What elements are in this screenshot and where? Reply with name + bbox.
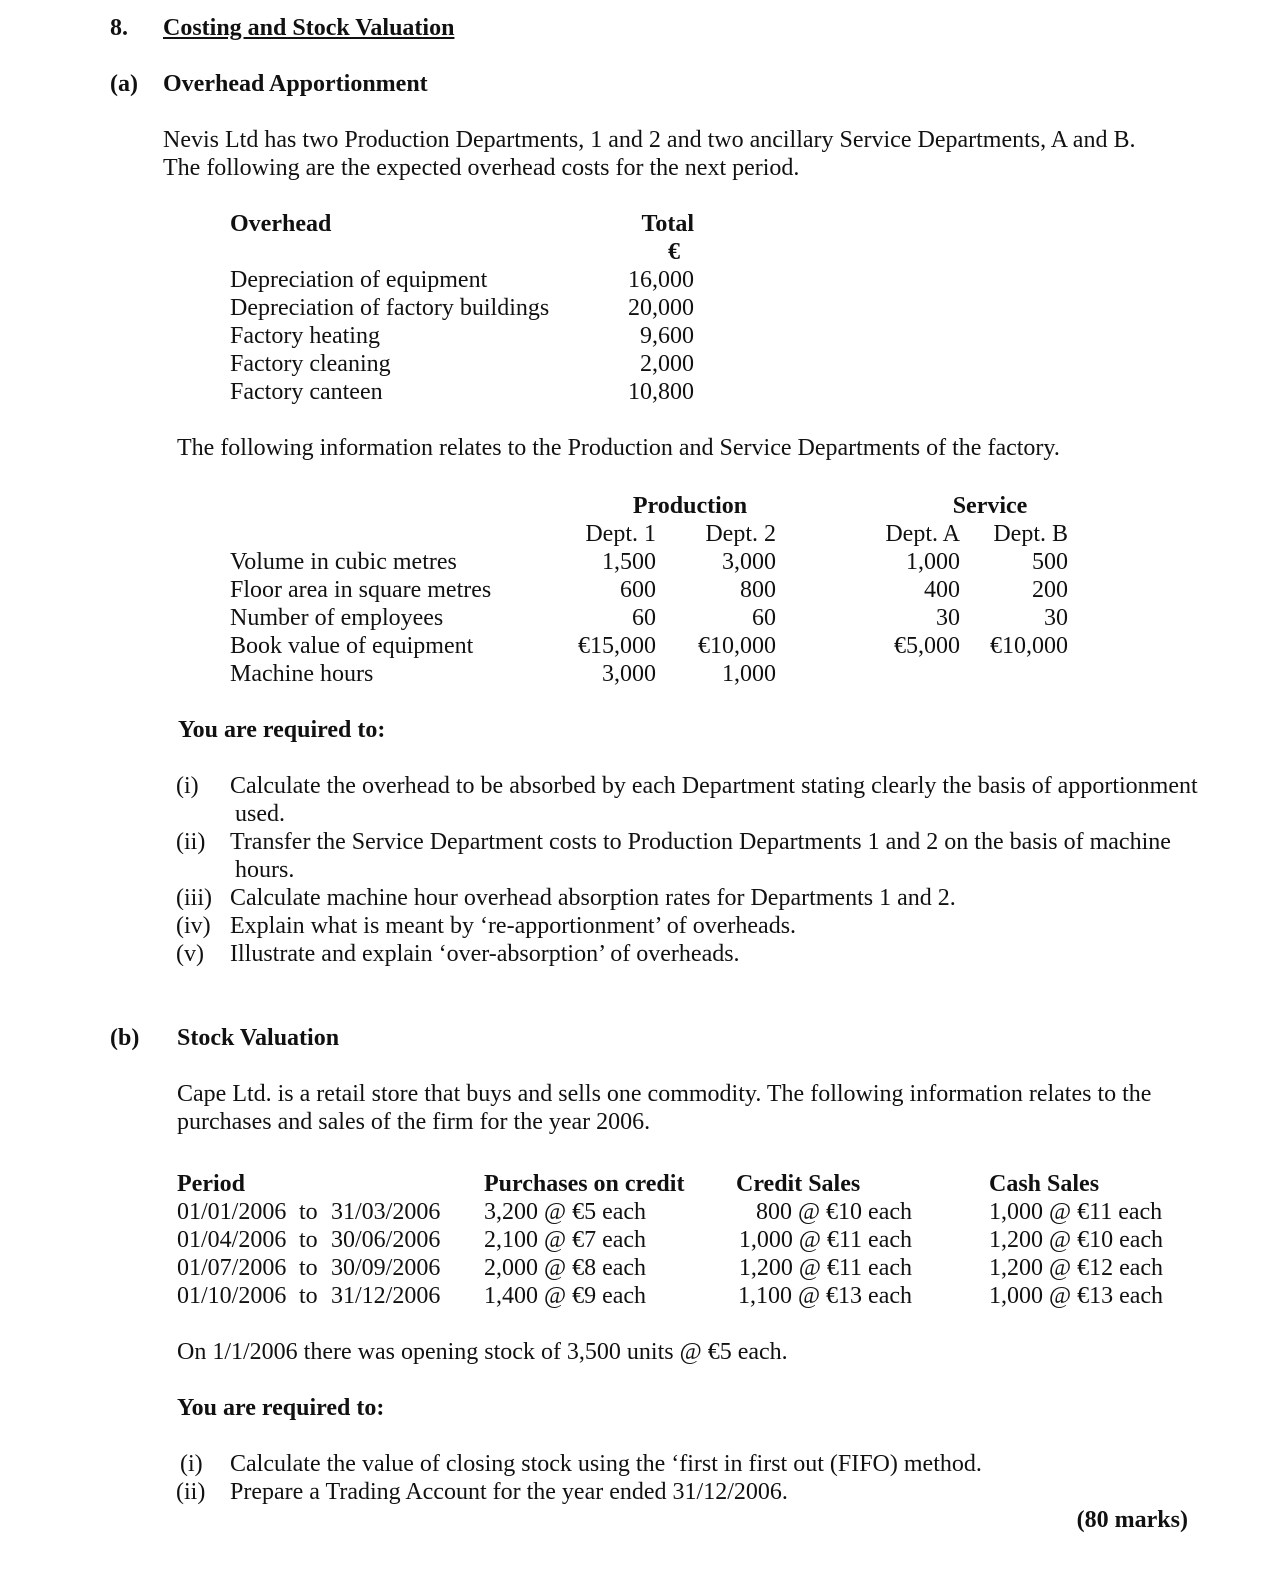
- dept-1-value: 600: [620, 577, 656, 603]
- dept-a-value: 1,000: [906, 549, 960, 575]
- purchases-cell: 2,000 @ €8 each: [484, 1255, 647, 1281]
- stock-header-row: [0, 1170, 1269, 1198]
- dept-2-value: €10,000: [698, 633, 776, 659]
- stock-row: [0, 1198, 1269, 1226]
- overhead-col-label: Overhead: [230, 211, 332, 237]
- part-a-title: Overhead Apportionment: [163, 71, 428, 97]
- period-to: 30/06/2006: [331, 1227, 441, 1253]
- overhead-row-value: 10,800: [628, 379, 694, 405]
- dept-a-value: €5,000: [894, 633, 960, 659]
- credit-sales-cell: 1,100 @ €13 each: [737, 1283, 912, 1309]
- period-to: 30/09/2006: [331, 1255, 441, 1281]
- requirement-text: Calculate machine hour overhead absorption rates for Departments 1 and 2.: [230, 885, 956, 911]
- overhead-currency: €: [668, 239, 680, 265]
- overhead-row-label: Factory heating: [230, 323, 380, 349]
- overhead-row: [0, 378, 1269, 406]
- part-b-label: (b): [110, 1025, 140, 1051]
- dept-row-label: Floor area in square metres: [230, 577, 492, 603]
- dept-row: [0, 660, 1269, 688]
- requirement-number: (iii): [176, 885, 212, 911]
- question-number: 8.: [110, 15, 128, 41]
- stock-row: [0, 1282, 1269, 1310]
- dept-a-value: 30: [936, 605, 960, 631]
- overhead-row-label: Factory canteen: [230, 379, 383, 405]
- purchases-cell: 3,200 @ €5 each: [484, 1199, 647, 1225]
- part-b-required-heading: You are required to:: [177, 1395, 385, 1421]
- question-title: Costing and Stock Valuation: [163, 15, 455, 41]
- purchases-cell: 1,400 @ €9 each: [484, 1283, 647, 1309]
- dept-row: [0, 632, 1269, 660]
- purchases-cell: 2,100 @ €7 each: [484, 1227, 647, 1253]
- overhead-row: [0, 266, 1269, 294]
- credit-sales-cell: 800 @ €10 each: [755, 1199, 912, 1225]
- requirement-text: Explain what is meant by ‘re-apportionment’ of overheads.: [230, 913, 797, 939]
- part-a-required-heading: You are required to:: [178, 717, 386, 743]
- stock-header-purchases: Purchases on credit: [484, 1171, 685, 1197]
- dept-row: [0, 576, 1269, 604]
- overhead-row-label: Factory cleaning: [230, 351, 391, 377]
- requirement-text: Illustrate and explain ‘over-absorption’ of overheads.: [230, 941, 740, 967]
- requirement-number: (ii): [176, 1479, 206, 1505]
- stock-header-cash-sales: Cash Sales: [989, 1171, 1100, 1197]
- overhead-row-value: 9,600: [640, 323, 694, 349]
- dept-b-value: €10,000: [990, 633, 1068, 659]
- part-b-intro-line1: Cape Ltd. is a retail store that buys and sells one commodity. The following information relates to the: [177, 1081, 1152, 1107]
- period-to: 31/03/2006: [331, 1199, 441, 1225]
- dept-2-value: 1,000: [722, 661, 776, 687]
- requirement-text: Transfer the Service Department costs to Production Departments 1 and 2 on the basis of machine: [230, 829, 1171, 855]
- requirement-text: Calculate the value of closing stock using the ‘first in first out (FIFO) method.: [230, 1451, 982, 1477]
- part-a-intro-line1: Nevis Ltd has two Production Departments, 1 and 2 and two ancillary Service Departments, A and B.: [163, 127, 1136, 153]
- period-from: 01/10/2006: [177, 1283, 287, 1309]
- period-from: 01/01/2006: [177, 1199, 287, 1225]
- cash-sales-cell: 1,200 @ €12 each: [989, 1255, 1164, 1281]
- marks-total: (80 marks): [1076, 1507, 1188, 1533]
- overhead-row-label: Depreciation of equipment: [230, 267, 488, 293]
- dept-row: [0, 604, 1269, 632]
- dept-header: Dept. B: [993, 521, 1068, 547]
- cash-sales-cell: 1,200 @ €10 each: [989, 1227, 1164, 1253]
- overhead-row: [0, 322, 1269, 350]
- part-a-label: (a): [110, 71, 138, 97]
- group-service: Service: [952, 493, 1028, 519]
- requirement-number: (ii): [176, 829, 206, 855]
- requirement-number: (i): [180, 1451, 203, 1477]
- dept-2-value: 60: [752, 605, 776, 631]
- overhead-row: [0, 350, 1269, 378]
- requirement-number: (v): [176, 941, 204, 967]
- period-to-word: to: [299, 1227, 318, 1253]
- cash-sales-cell: 1,000 @ €11 each: [989, 1199, 1163, 1225]
- period-to-word: to: [299, 1283, 318, 1309]
- dept-1-value: €15,000: [578, 633, 656, 659]
- period-from: 01/07/2006: [177, 1255, 287, 1281]
- opening-stock-text: On 1/1/2006 there was opening stock of 3,500 units @ €5 each.: [177, 1339, 788, 1365]
- requirement-number: (i): [176, 773, 199, 799]
- dept-b-value: 200: [1032, 577, 1068, 603]
- overhead-row-value: 20,000: [628, 295, 694, 321]
- dept-2-value: 800: [740, 577, 776, 603]
- credit-sales-cell: 1,000 @ €11 each: [738, 1227, 912, 1253]
- dept-header: Dept. 2: [705, 521, 776, 547]
- dept-info-text: The following information relates to the Production and Service Departments of the factory.: [177, 435, 1060, 461]
- dept-b-value: 500: [1032, 549, 1068, 575]
- requirement-number: (iv): [176, 913, 211, 939]
- cash-sales-cell: 1,000 @ €13 each: [989, 1283, 1164, 1309]
- stock-header-credit-sales: Credit Sales: [736, 1171, 861, 1197]
- overhead-row: [0, 294, 1269, 322]
- dept-header-row: [0, 520, 1269, 548]
- stock-row: [0, 1254, 1269, 1282]
- part-b-title: Stock Valuation: [177, 1025, 340, 1051]
- period-to-word: to: [299, 1199, 318, 1225]
- overhead-row-value: 2,000: [640, 351, 694, 377]
- period-to: 31/12/2006: [331, 1283, 441, 1309]
- dept-row-label: Number of employees: [230, 605, 444, 631]
- dept-b-value: 30: [1044, 605, 1068, 631]
- dept-row-label: Book value of equipment: [230, 633, 474, 659]
- period-from: 01/04/2006: [177, 1227, 287, 1253]
- dept-1-value: 1,500: [602, 549, 656, 575]
- dept-1-value: 60: [632, 605, 656, 631]
- credit-sales-cell: 1,200 @ €11 each: [738, 1255, 912, 1281]
- requirement-text-cont: used.: [235, 801, 285, 827]
- dept-2-value: 3,000: [722, 549, 776, 575]
- overhead-row-value: 16,000: [628, 267, 694, 293]
- dept-row-label: Volume in cubic metres: [230, 549, 457, 575]
- overhead-col-total: Total: [641, 211, 694, 237]
- dept-1-value: 3,000: [602, 661, 656, 687]
- group-production: Production: [632, 493, 748, 519]
- dept-row-label: Machine hours: [230, 661, 374, 687]
- stock-row: [0, 1226, 1269, 1254]
- part-a-intro-line2: The following are the expected overhead costs for the next period.: [163, 155, 800, 181]
- requirement-text-cont: hours.: [235, 857, 295, 883]
- part-b-intro-line2: purchases and sales of the firm for the year 2006.: [177, 1109, 651, 1135]
- period-to-word: to: [299, 1255, 318, 1281]
- dept-a-value: 400: [924, 577, 960, 603]
- dept-row: [0, 548, 1269, 576]
- requirement-text: Calculate the overhead to be absorbed by each Department stating clearly the basis of apportionment: [230, 773, 1198, 799]
- requirement-text: Prepare a Trading Account for the year ended 31/12/2006.: [230, 1479, 788, 1505]
- stock-header-period: Period: [177, 1171, 245, 1197]
- overhead-row-label: Depreciation of factory buildings: [230, 295, 550, 321]
- dept-header: Dept. A: [885, 521, 960, 547]
- dept-header: Dept. 1: [585, 521, 656, 547]
